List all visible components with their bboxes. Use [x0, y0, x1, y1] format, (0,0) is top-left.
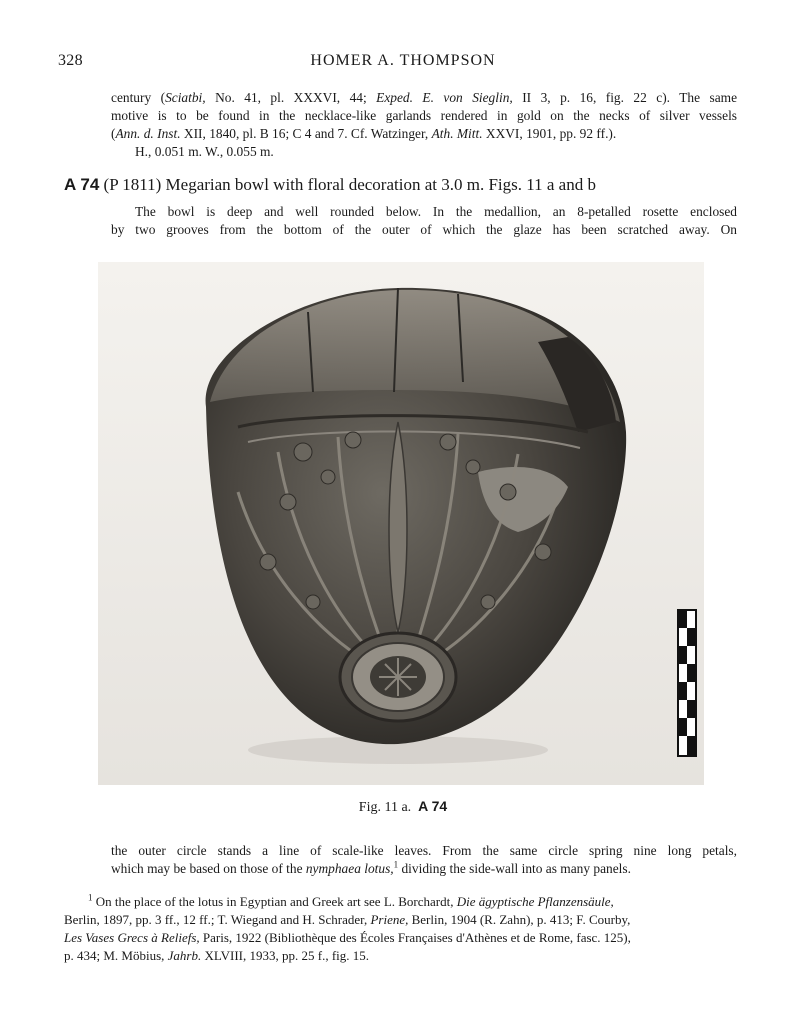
text-run: Berlin, 1897, pp. 3 ff., 12 ff.; T. Wiegand and H. Schrader,: [64, 912, 371, 927]
continuation-line-1: the outer circle stands a line of scale-like leaves. From the same circle spring nine long petals,: [111, 843, 737, 858]
italic-citation: Ann. d. Inst.: [115, 126, 181, 141]
text-run: century (: [111, 90, 166, 105]
scale-bar: [678, 610, 696, 756]
bowl-photograph: [98, 262, 704, 785]
top-text-line-3: [111, 125, 616, 143]
italic-citation: Les Vases Grecs à Reliefs,: [64, 930, 200, 945]
footnote-line-2: [64, 911, 738, 929]
footnote-line-4: [64, 947, 738, 965]
text-run: which may be based on those of the: [111, 861, 306, 876]
caption-ref: A 74: [418, 798, 448, 814]
footnote-line-1: [88, 893, 738, 911]
caption-label: Fig. 11 a.: [358, 800, 412, 815]
text-run: No. 41, pl. XXXVI, 44;: [205, 90, 377, 105]
italic-citation: Exped. E. von Sieglin,: [376, 90, 513, 105]
bowl-illustration: [98, 262, 704, 785]
italic-citation: Jahrb.: [167, 948, 202, 963]
top-text-line-1: [111, 89, 737, 107]
text-run: XLVIII, 1933, pp. 25 f., fig. 15.: [201, 948, 370, 963]
text-run: XII, 1840, pl. B 16; C 4 and 7. Cf. Watzinger,: [180, 126, 432, 141]
entry-title: (P 1811) Megarian bowl with floral decoration at 3.0 m. Figs. 11 a and b: [103, 175, 596, 194]
text-run: On the place of the lotus in Egyptian and Greek art see L. Borchardt,: [92, 894, 457, 909]
text-run: Berlin, 1904 (R. Zahn), p. 413; F. Courby,: [408, 912, 631, 927]
running-head: HOMER A. THOMPSON: [310, 52, 496, 69]
text-run: (: [111, 126, 116, 141]
italic-citation: Die ägyptische Pflanzensäule,: [456, 894, 614, 909]
italic-citation: Sciatbi,: [165, 90, 206, 105]
italic-citation: Ath. Mitt.: [431, 126, 483, 141]
entry-desc-line-1: The bowl is deep and well rounded below. In the medallion, an 8-petalled rosette enclosed: [135, 204, 737, 219]
footnote-number: 1: [88, 892, 93, 903]
text-run: dividing the side-wall into as many panels.: [398, 861, 631, 876]
text-run: p. 434; M. Möbius,: [64, 948, 168, 963]
dimensions-line: H., 0.051 m. W., 0.055 m.: [135, 144, 274, 159]
page-number: 328: [58, 52, 83, 69]
italic-citation: Priene,: [370, 912, 409, 927]
continuation-line-2: [111, 860, 631, 878]
footnote-line-3: [64, 929, 738, 947]
text-run: Paris, 1922 (Bibliothèque des Écoles Françaises d'Athènes et de Rome, fasc. 125),: [199, 930, 631, 945]
text-run: II 3, p. 16, fig. 22 c). The same: [512, 90, 738, 105]
figure-caption: [0, 798, 806, 816]
top-text-line-2: motive is to be found in the necklace-like garlands rendered in gold on the necks of silver vessels: [111, 108, 737, 123]
footnote-marker: 1: [393, 859, 399, 870]
entry-desc-line-2: by two grooves from the bottom of the outer of which the glaze has been scratched away. On: [111, 222, 737, 237]
entry-number: A 74: [64, 175, 100, 194]
entry-heading: [64, 175, 736, 195]
italic-term: nymphaea lotus,: [305, 861, 394, 876]
text-run: XXVI, 1901, pp. 92 ff.).: [482, 126, 617, 141]
